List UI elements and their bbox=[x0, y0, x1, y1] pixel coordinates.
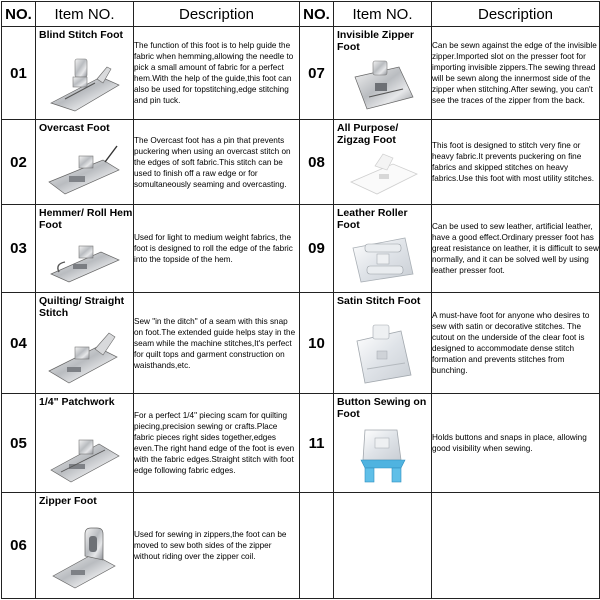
table-row bbox=[2, 205, 600, 293]
item-description: Used for sewing in zippers,the foot can be moved to sew both sides of the zipper without riding over the zipper coil. bbox=[134, 493, 300, 599]
row-number: 07 bbox=[300, 27, 334, 120]
item-description: Can be sewn against the edge of the invisible zipper.Imported slot on the presser foot for importing invisible zippers.The sewing thread will be sewn along the innermost side of the zipper when stitching.After sewing, you can't see the traces of the zipper from the back. bbox=[432, 27, 600, 120]
item-name: Overcast Foot bbox=[39, 122, 110, 134]
sewing-feet-table bbox=[1, 1, 600, 599]
overcast-foot-icon bbox=[45, 142, 125, 198]
item-name: Button Sewing on Foot bbox=[337, 396, 427, 420]
item-description: For a perfect 1/4" piecing scam for quilting piecing,precision sewing or crafts.Place fabric pieces right sides together,edges even.The right hand edge of the foot is even with the fabric edges.Straight stitch with foot edge following fabric edges. bbox=[134, 394, 300, 493]
header-item-2: Item NO. bbox=[334, 2, 432, 27]
item-cell bbox=[334, 394, 432, 493]
item-name: Hemmer/ Roll Hem Foot bbox=[39, 207, 133, 231]
row-number: 10 bbox=[300, 293, 334, 394]
row-number: 04 bbox=[2, 293, 36, 394]
row-number: 02 bbox=[2, 120, 36, 205]
item-description: Used for light to medium weight fabrics, the foot is designed to roll the edge of the fabric into the topside of the hem. bbox=[134, 205, 300, 293]
row-number: 03 bbox=[2, 205, 36, 293]
satin-stitch-foot-icon bbox=[343, 323, 423, 387]
item-name: Leather Roller Foot bbox=[337, 207, 408, 231]
item-name: Zipper Foot bbox=[39, 495, 97, 507]
item-name: Invisible Zipper Foot bbox=[337, 29, 415, 53]
empty-cell bbox=[432, 493, 600, 599]
item-cell bbox=[334, 120, 432, 205]
item-description: This foot is designed to stitch very fine or heavy fabric.It prevents puckering on fine fabrics and skipped stitches on heavy fabrics.Use this foot with most utility stitches. bbox=[432, 120, 600, 205]
button-sewing-foot-icon bbox=[343, 424, 423, 486]
item-description: Sew "in the ditch" of a seam with this snap on foot.The extended guide helps stay in the seam while the machine stitches,It's perfect for quilt tops and garment construction on waisthands,etc. bbox=[134, 293, 300, 394]
item-cell bbox=[334, 27, 432, 120]
header-item: Item NO. bbox=[36, 2, 134, 27]
item-name: Blind Stitch Foot bbox=[39, 29, 123, 41]
row-number: 11 bbox=[300, 394, 334, 493]
item-cell bbox=[36, 293, 134, 394]
item-name: All Purpose/ Zigzag Foot bbox=[337, 122, 399, 146]
row-number: 08 bbox=[300, 120, 334, 205]
zipper-foot-icon bbox=[45, 526, 125, 592]
leather-roller-foot-icon bbox=[343, 228, 423, 286]
header-no: NO. bbox=[2, 2, 36, 27]
item-cell bbox=[36, 394, 134, 493]
item-description: The Overcast foot has a pin that prevents puckering when using an overcast stitch on the edges of soft fabric.This stitch can be used to finish off a raw edge or for somultaneously seaming and overcasting. bbox=[134, 120, 300, 205]
item-cell bbox=[334, 293, 432, 394]
item-cell bbox=[36, 27, 134, 120]
table-row bbox=[2, 493, 600, 599]
invisible-zipper-foot-icon bbox=[343, 57, 423, 113]
header-row bbox=[2, 2, 600, 27]
item-name: Quilting/ Straight Stitch bbox=[39, 295, 125, 319]
item-name: Satin Stitch Foot bbox=[337, 295, 421, 307]
header-description: Description bbox=[134, 2, 300, 27]
table-row bbox=[2, 120, 600, 205]
item-description: A must-have foot for anyone who desires to sew with satin or decorative stitches. The cutout on the underside of the clear foot is designed to accommodate dense stitch formation and prevents stitches from bunching. bbox=[432, 293, 600, 394]
item-cell bbox=[36, 205, 134, 293]
item-description: Holds buttons and snaps in place, allowing good visibility when sewing. bbox=[432, 394, 600, 493]
quilting-foot-icon bbox=[45, 327, 125, 387]
header-description-2: Description bbox=[432, 2, 600, 27]
row-number: 01 bbox=[2, 27, 36, 120]
item-cell bbox=[36, 493, 134, 599]
item-name: 1/4" Patchwork bbox=[39, 396, 115, 408]
row-number: 06 bbox=[2, 493, 36, 599]
hemmer-foot-icon bbox=[45, 234, 125, 286]
empty-cell bbox=[334, 493, 432, 599]
table-row bbox=[2, 27, 600, 120]
item-cell bbox=[36, 120, 134, 205]
item-cell bbox=[334, 205, 432, 293]
table-row bbox=[2, 394, 600, 493]
item-description: Can be used to sew leather, artificial leather, have a good effect.Ordinary presser foot has great resistance on leather, it is difficult to sew normally, and it can be solved well by using leather presser foot. bbox=[432, 205, 600, 293]
empty-cell bbox=[300, 493, 334, 599]
row-number: 09 bbox=[300, 205, 334, 293]
patchwork-foot-icon bbox=[45, 426, 125, 486]
zigzag-foot-icon bbox=[343, 152, 423, 198]
item-description: The function of this foot is to help guide the fabric when hemming,allowing the needle to pick a small amount of fabric for a perfect hem.With the help of the guide,this foot can also be used for topstitching,edge stitching and pin tuck. bbox=[134, 27, 300, 120]
header-no-2: NO. bbox=[300, 2, 334, 27]
table-row bbox=[2, 293, 600, 394]
row-number: 05 bbox=[2, 394, 36, 493]
blind-stitch-foot-icon bbox=[45, 55, 125, 113]
